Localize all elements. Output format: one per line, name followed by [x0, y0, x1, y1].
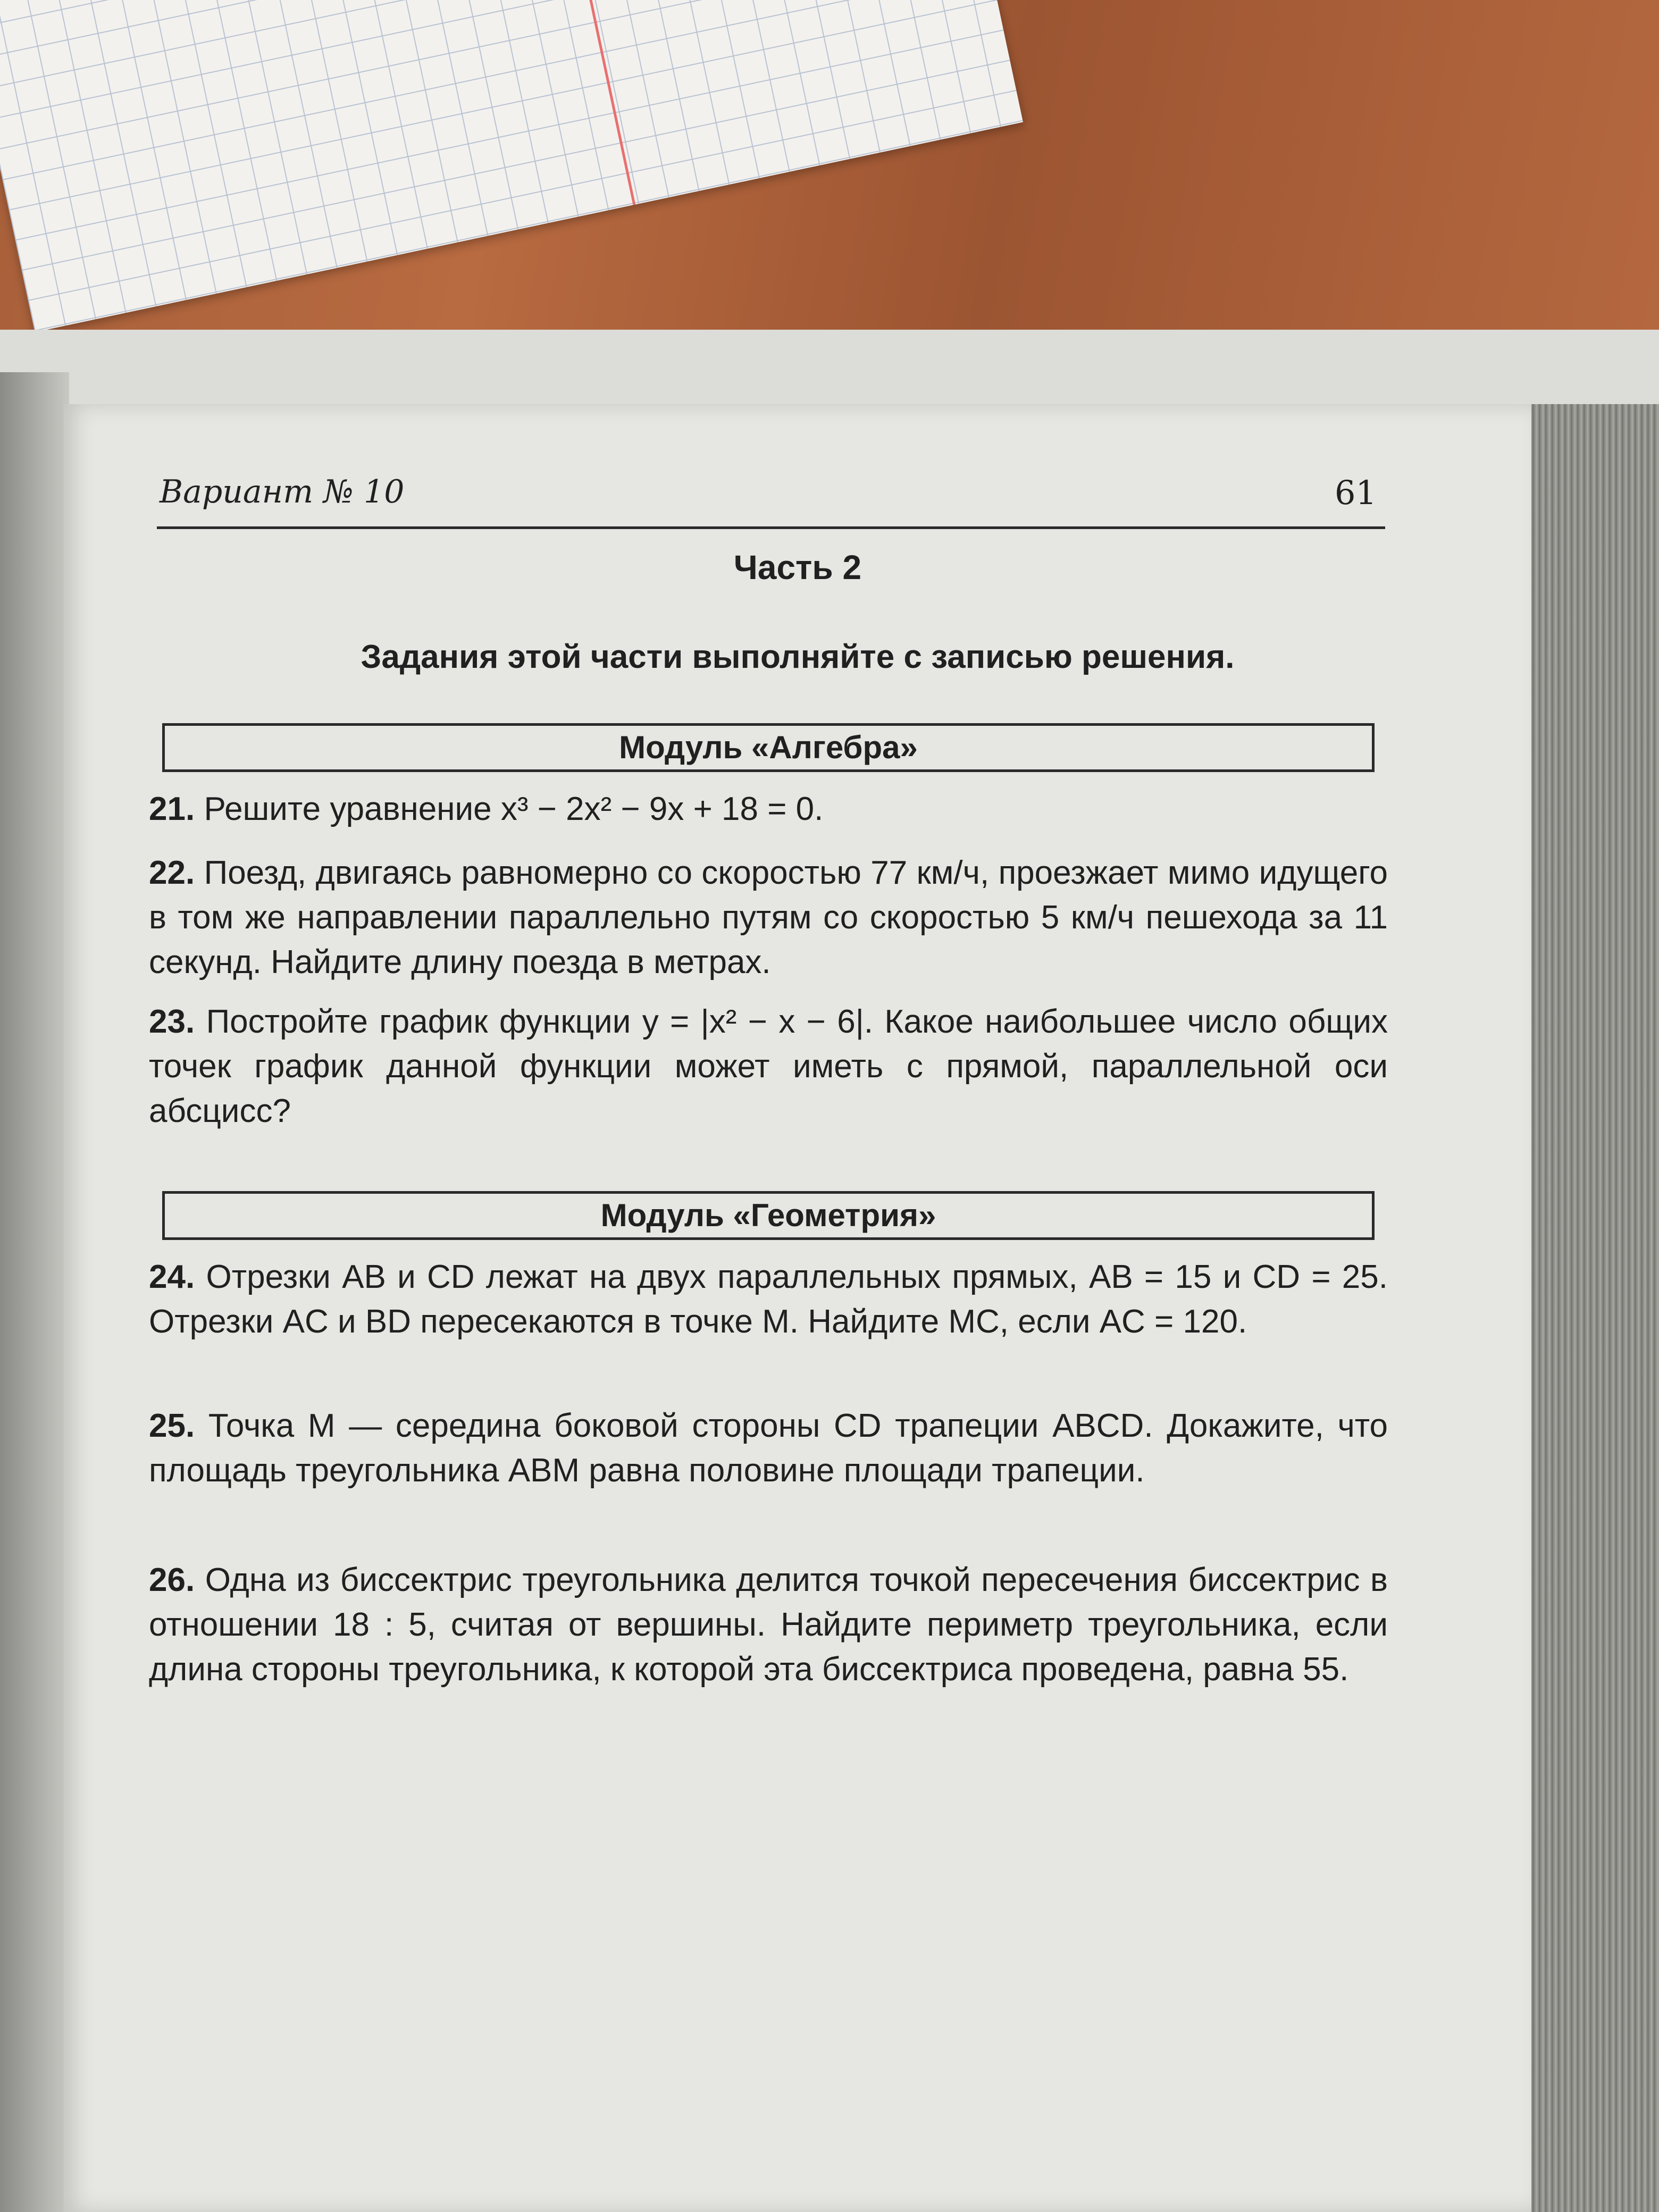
- problem-text: Поезд, двигаясь равномерно со скоростью 77 км/ч, проезжает мимо идущего в том же направлении параллельно путям со скоростью 5 км/ч пешехода за 11 секунд. Найдите длину поезда в метрах.: [149, 854, 1388, 981]
- page-number: 61: [1335, 473, 1377, 512]
- problem-text: Одна из биссектрис треугольника делится точкой пересечения биссектрис в отношении 18 : 5, считая от вершины. Найдите периметр треугольника, если длина стороны треугольника, к которой эта биссектриса проведена, равна 55.: [149, 1562, 1388, 1688]
- section-instruction: Задания этой части выполняйте с записью решения.: [361, 639, 1235, 675]
- textbook-page: [64, 404, 1531, 2212]
- problem-23: [149, 1000, 1388, 1134]
- module-geometry-heading: Модуль «Геометрия»: [162, 1191, 1375, 1240]
- problem-number: 26.: [149, 1562, 195, 1598]
- page-stack-edge: [1521, 404, 1659, 2212]
- problem-26: [149, 1558, 1388, 1692]
- problem-25: [149, 1404, 1388, 1493]
- problem-24: [149, 1255, 1388, 1344]
- problem-number: 24.: [149, 1259, 195, 1295]
- problem-22: [149, 851, 1388, 985]
- notebook-margin-line: [556, 0, 635, 205]
- book-spine-shadow: [0, 372, 69, 2212]
- problem-text: Точка M — середина боковой стороны CD трапеции ABCD. Докажите, что площадь треугольника ABM равна половине площади трапеции.: [149, 1407, 1388, 1489]
- problem-text: Решите уравнение x³ − 2x² − 9x + 18 = 0.: [204, 791, 824, 827]
- problem-text: Отрезки AB и CD лежат на двух параллельных прямых, AB = 15 и CD = 25. Отрезки AC и BD пересекаются в точке M. Найдите MC, если AC = 120.: [149, 1259, 1388, 1340]
- part-title: Часть 2: [733, 548, 862, 586]
- header-rule: [157, 526, 1385, 529]
- problem-21: [149, 787, 1388, 832]
- problem-number: 22.: [149, 854, 195, 891]
- problem-number: 25.: [149, 1407, 195, 1444]
- variant-header: Вариант № 10: [160, 473, 405, 510]
- problem-text: Постройте график функции y = |x² − x − 6|. Какое наибольшее число общих точек график данной функции может иметь с прямой, параллельной оси абсцисс?: [149, 1003, 1388, 1129]
- problem-number: 23.: [149, 1003, 195, 1040]
- problem-number: 21.: [149, 791, 195, 827]
- module-algebra-heading: Модуль «Алгебра»: [162, 723, 1375, 772]
